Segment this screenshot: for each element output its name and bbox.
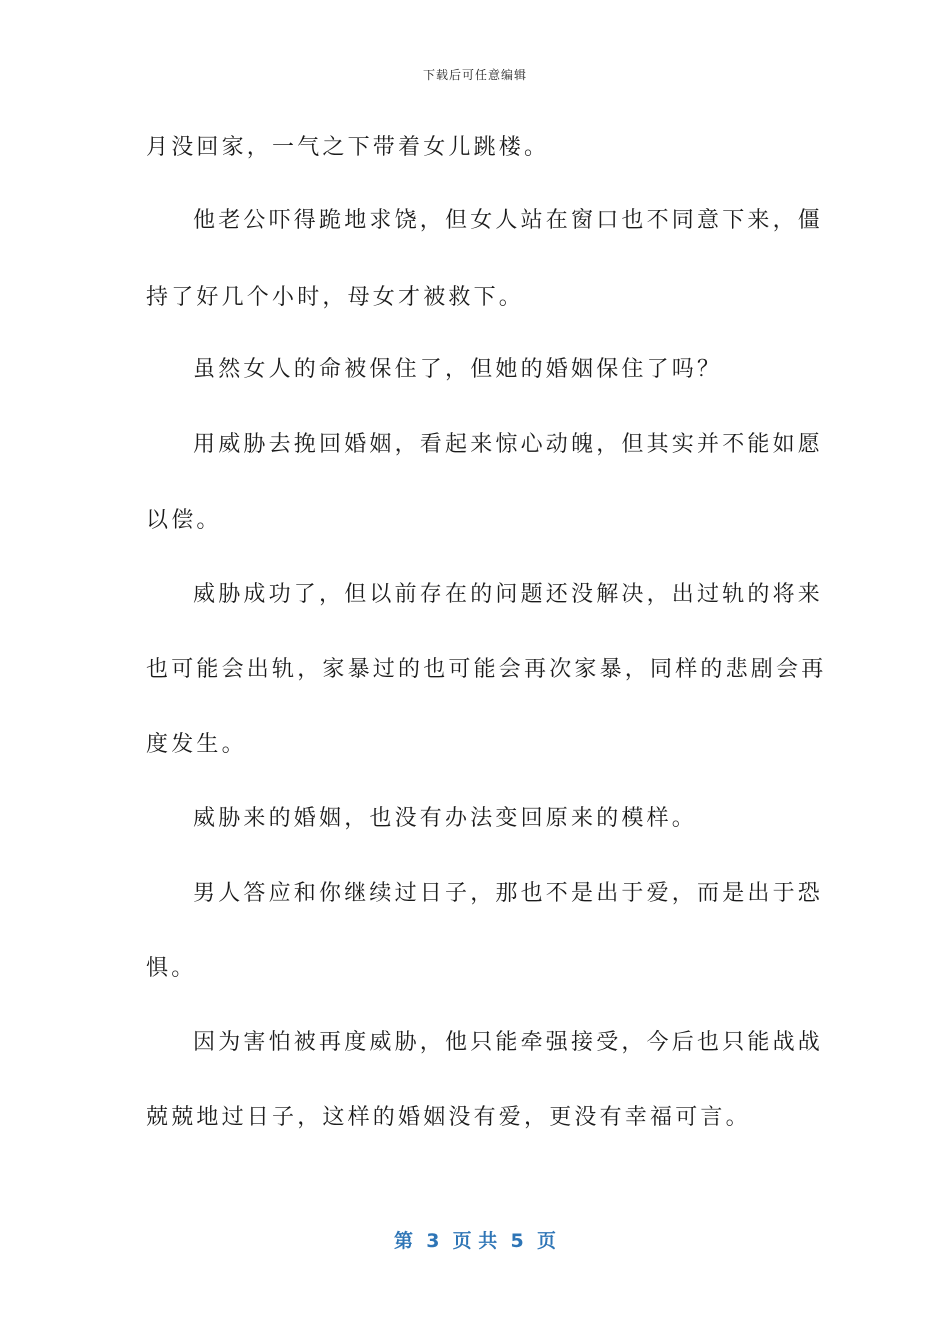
page-header: 下载后可任意编辑	[422, 68, 527, 82]
text-line: 月没回家，一气之下带着女儿跳楼。	[146, 135, 550, 160]
paragraph-first-line: 威胁成功了，但以前存在的问题还没解决，出过轨的将来	[193, 582, 824, 607]
paragraph-first-line: 他老公吓得跪地求饶，但女人站在窗口也不同意下来，僵	[193, 208, 824, 233]
page-number-footer: 第 3 页 共 5 页	[394, 1230, 556, 1252]
paragraph-first-line: 因为害怕被再度威胁，他只能牵强接受，今后也只能战战	[193, 1030, 824, 1055]
paragraph-first-line: 男人答应和你继续过日子，那也不是出于爱，而是出于恐	[193, 881, 824, 906]
text-line: 兢兢地过日子，这样的婚姻没有爱，更没有幸福可言。	[146, 1105, 751, 1130]
text-line: 度发生。	[146, 732, 247, 757]
text-line: 也可能会出轨，家暴过的也可能会再次家暴，同样的悲剧会再	[146, 657, 827, 682]
text-line: 以偿。	[146, 508, 222, 533]
paragraph-first-line: 威胁来的婚姻，也没有办法变回原来的模样。	[193, 806, 698, 831]
text-line: 惧。	[146, 956, 197, 981]
paragraph-first-line: 虽然女人的命被保住了，但她的婚姻保住了吗？	[193, 357, 723, 382]
paragraph-first-line: 用威胁去挽回婚姻，看起来惊心动魄，但其实并不能如愿	[193, 432, 824, 457]
text-line: 持了好几个小时，母女才被救下。	[146, 285, 525, 310]
